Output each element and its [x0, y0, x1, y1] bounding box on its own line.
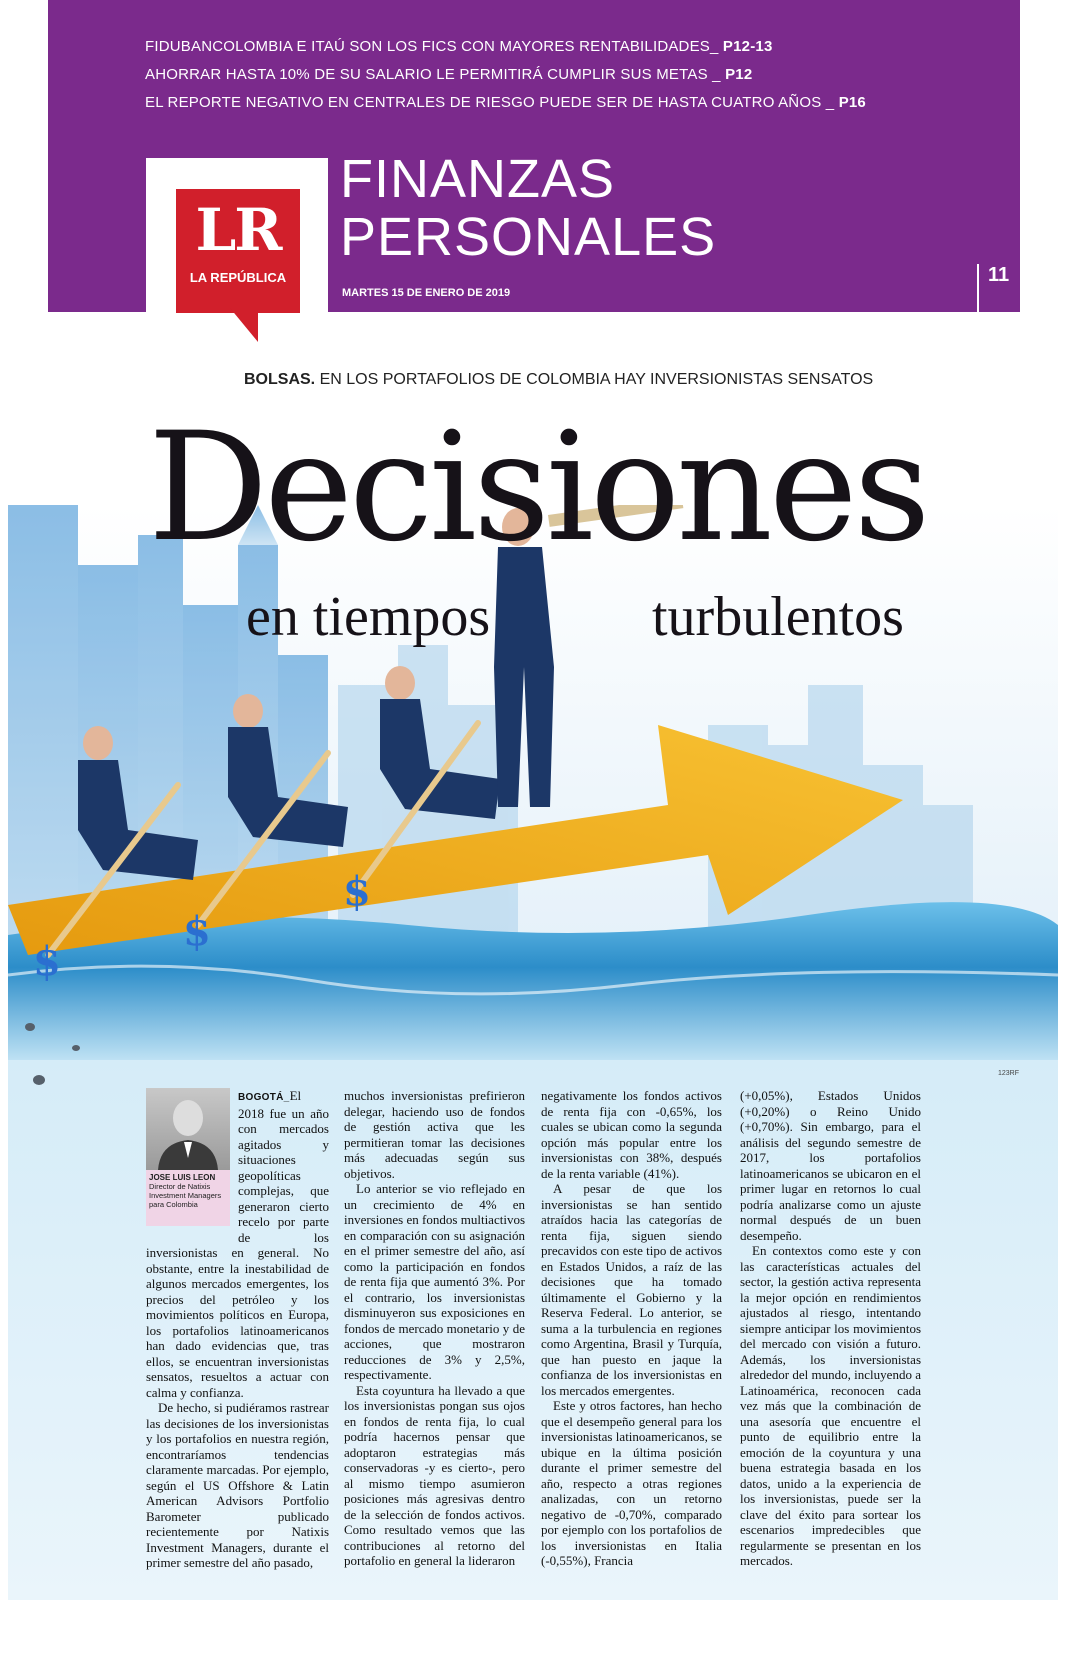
article-column-4 — [740, 1088, 921, 1569]
issue-date: MARTES 15 DE ENERO DE 2019 — [342, 287, 511, 299]
svg-text:$: $ — [343, 868, 371, 915]
logo — [146, 158, 328, 358]
page-number-rule — [977, 264, 979, 312]
article-column-1 — [146, 1088, 329, 1571]
paragraph: (+0,05%), Estados Unidos (+0,20%) o Reino Unido (+0,70%). Sin embargo, para el análisis del segundo semestre de 2017, los portafolios latinoamericanos se ubicaron en el primer lugar en retornos lo cual podría analizarse como un ajuste normal después de un buen desempeño. — [740, 1088, 921, 1243]
svg-text:$: $ — [33, 938, 61, 985]
author-name: JOSE LUIS LEON — [149, 1173, 216, 1182]
article-column-3 — [541, 1088, 722, 1569]
photo-credit: 123RF — [998, 1070, 1020, 1077]
paragraph: negativamente los fondos activos de renta fija con -0,65%, los cuales se ubican como la segunda opción más popular entre los inversionistas con 38%, después de la renta variable (41%). — [541, 1088, 722, 1181]
author-portrait-icon — [146, 1088, 230, 1170]
author-role: Director de Natixis Investment Managers para Colombia — [149, 1182, 222, 1209]
headline-sub-left: en tiempos — [246, 586, 491, 648]
logo-bubble-tail — [230, 308, 258, 342]
kicker: BOLSAS. EN LOS PORTAFOLIOS DE COLOMBIA HAY INVERSIONISTAS SENSATOS — [244, 371, 874, 388]
teaser-3: EL REPORTE NEGATIVO EN CENTRALES DE RIESGO PUEDE SER DE HASTA CUATRO AÑOS _ P16 — [145, 94, 866, 111]
logo-letters: LR — [195, 196, 281, 264]
paragraph: BOGOTÁ_El 2018 fue un año con mercados agitados y situaciones geopolíticas complejas, que generaron cierto recelo por parte de los inversionistas en general. No obstante, entre la inestabilidad de algunos mercados emergentes, los precios del petróleo y los movimientos políticos en Europa, los portafolios latinoamericanos han dado evidencias que, tras ellos, se encuentran inversionistas sensatos, resueltos a actuar con calma y confianza. — [146, 1088, 329, 1400]
paragraph: En contextos como este y con las características actuales del sector, la gestión activa representa la mejor opción en rendimientos ajustados al riesgo, intentando siempre anticipar los movimientos del mercado con visión a futuro. Además, los inversionistas alrededor del mundo, incluyendo a Latinoamérica, reconocen cada vez más que la combinación de una asesoría que encuentre el punto de equilibrio entre la emoción de la coyuntura y una buena estrategia basada en los datos, unido a la experiencia de los inversionistas, puede ser la clave del éxito para sortear los escenarios impredecibles que regularmente se presentan en los mercados. — [740, 1243, 921, 1568]
author-caption — [146, 1170, 230, 1212]
logo-name: LA REPÚBLICA — [189, 270, 287, 285]
paragraph: Esta coyuntura ha llevado a que los inversionistas pongan sus ojos en fondos de renta fija, lo cual podría hacernos pensar que adoptaron estrategias más conservadoras -y es cierto-, pero al mismo tiempo asumieron posiciones más agresivas dentro de la selección de fondos activos. Como resultado vemos que las contribuciones al retorno del portafolio en general la lideraron — [344, 1382, 525, 1568]
paragraph: De hecho, si pudiéramos rastrear las decisiones de los inversionistas y los portafolios en nuestra región, encontraríamos tendencias claramente marcadas. Por ejemplo, según el US Offshore & Latin American Advisors Portfolio Barometer publicado recientemente por Natixis Investment Managers, durante el primer semestre del año pasado, — [146, 1400, 329, 1570]
headline-main: Decisiones — [148, 401, 927, 575]
paragraph: Este y otros factores, han hecho que el desempeño general para los inversionistas latinoamericanos, se ubique en la última posición durante el primer semestre del año, respecto a otras regiones analizadas, con un retorno negativo de -0,70%, comparado por ejemplo con los portafolios de los inversionistas en Italia (-0,55%), Francia — [541, 1398, 722, 1568]
page-number: 11 — [988, 264, 1010, 286]
paragraph: A pesar de que los inversionistas se han sentido atraídos hacia las categorías de renta fija, siguen siendo precavidos con este tipo de activos en Estados Unidos, a raíz de las decisiones que ha tomado últimamente el Gobierno y la Reserva Federal. Lo anterior, se suma a la turbulencia en regiones como Argentina, Brasil y Turquía, que han puesto en jaque la confianza de los inversionistas en los mercados emergentes. — [541, 1181, 722, 1398]
teaser-1: FIDUBANCOLOMBIA E ITAÚ SON LOS FICS CON MAYORES RENTABILIDADES_ P12-13 — [145, 38, 773, 55]
section-title: FINANZAS PERSONALES — [340, 149, 717, 267]
author-photo — [146, 1088, 230, 1226]
svg-text:$: $ — [183, 908, 211, 955]
paragraph: Lo anterior se vio reflejado en un crecimiento de 4% en inversiones en fondos multiactivos en comparación con su asignación en el primer semestre del año, así como la participación en fondos de renta fija que aumentó 3%. Por el contrario, los inversionistas disminuyeron sus exposiciones en fondos de mercado monetario y de acciones, que mostraron reducciones de 3% y 2,5%, respectivamente. — [344, 1181, 525, 1382]
headline-sub-right: turbulentos — [652, 586, 904, 648]
teaser-2: AHORRAR HASTA 10% DE SU SALARIO LE PERMITIRÁ CUMPLIR SUS METAS _ P12 — [145, 66, 753, 83]
paragraph: muchos inversionistas prefirieron delegar, haciendo uso de fondos de gestión activa que les permitieran tomar las decisiones más adecuadas según sus objetivos. — [344, 1088, 525, 1181]
article-column-2 — [344, 1088, 525, 1569]
